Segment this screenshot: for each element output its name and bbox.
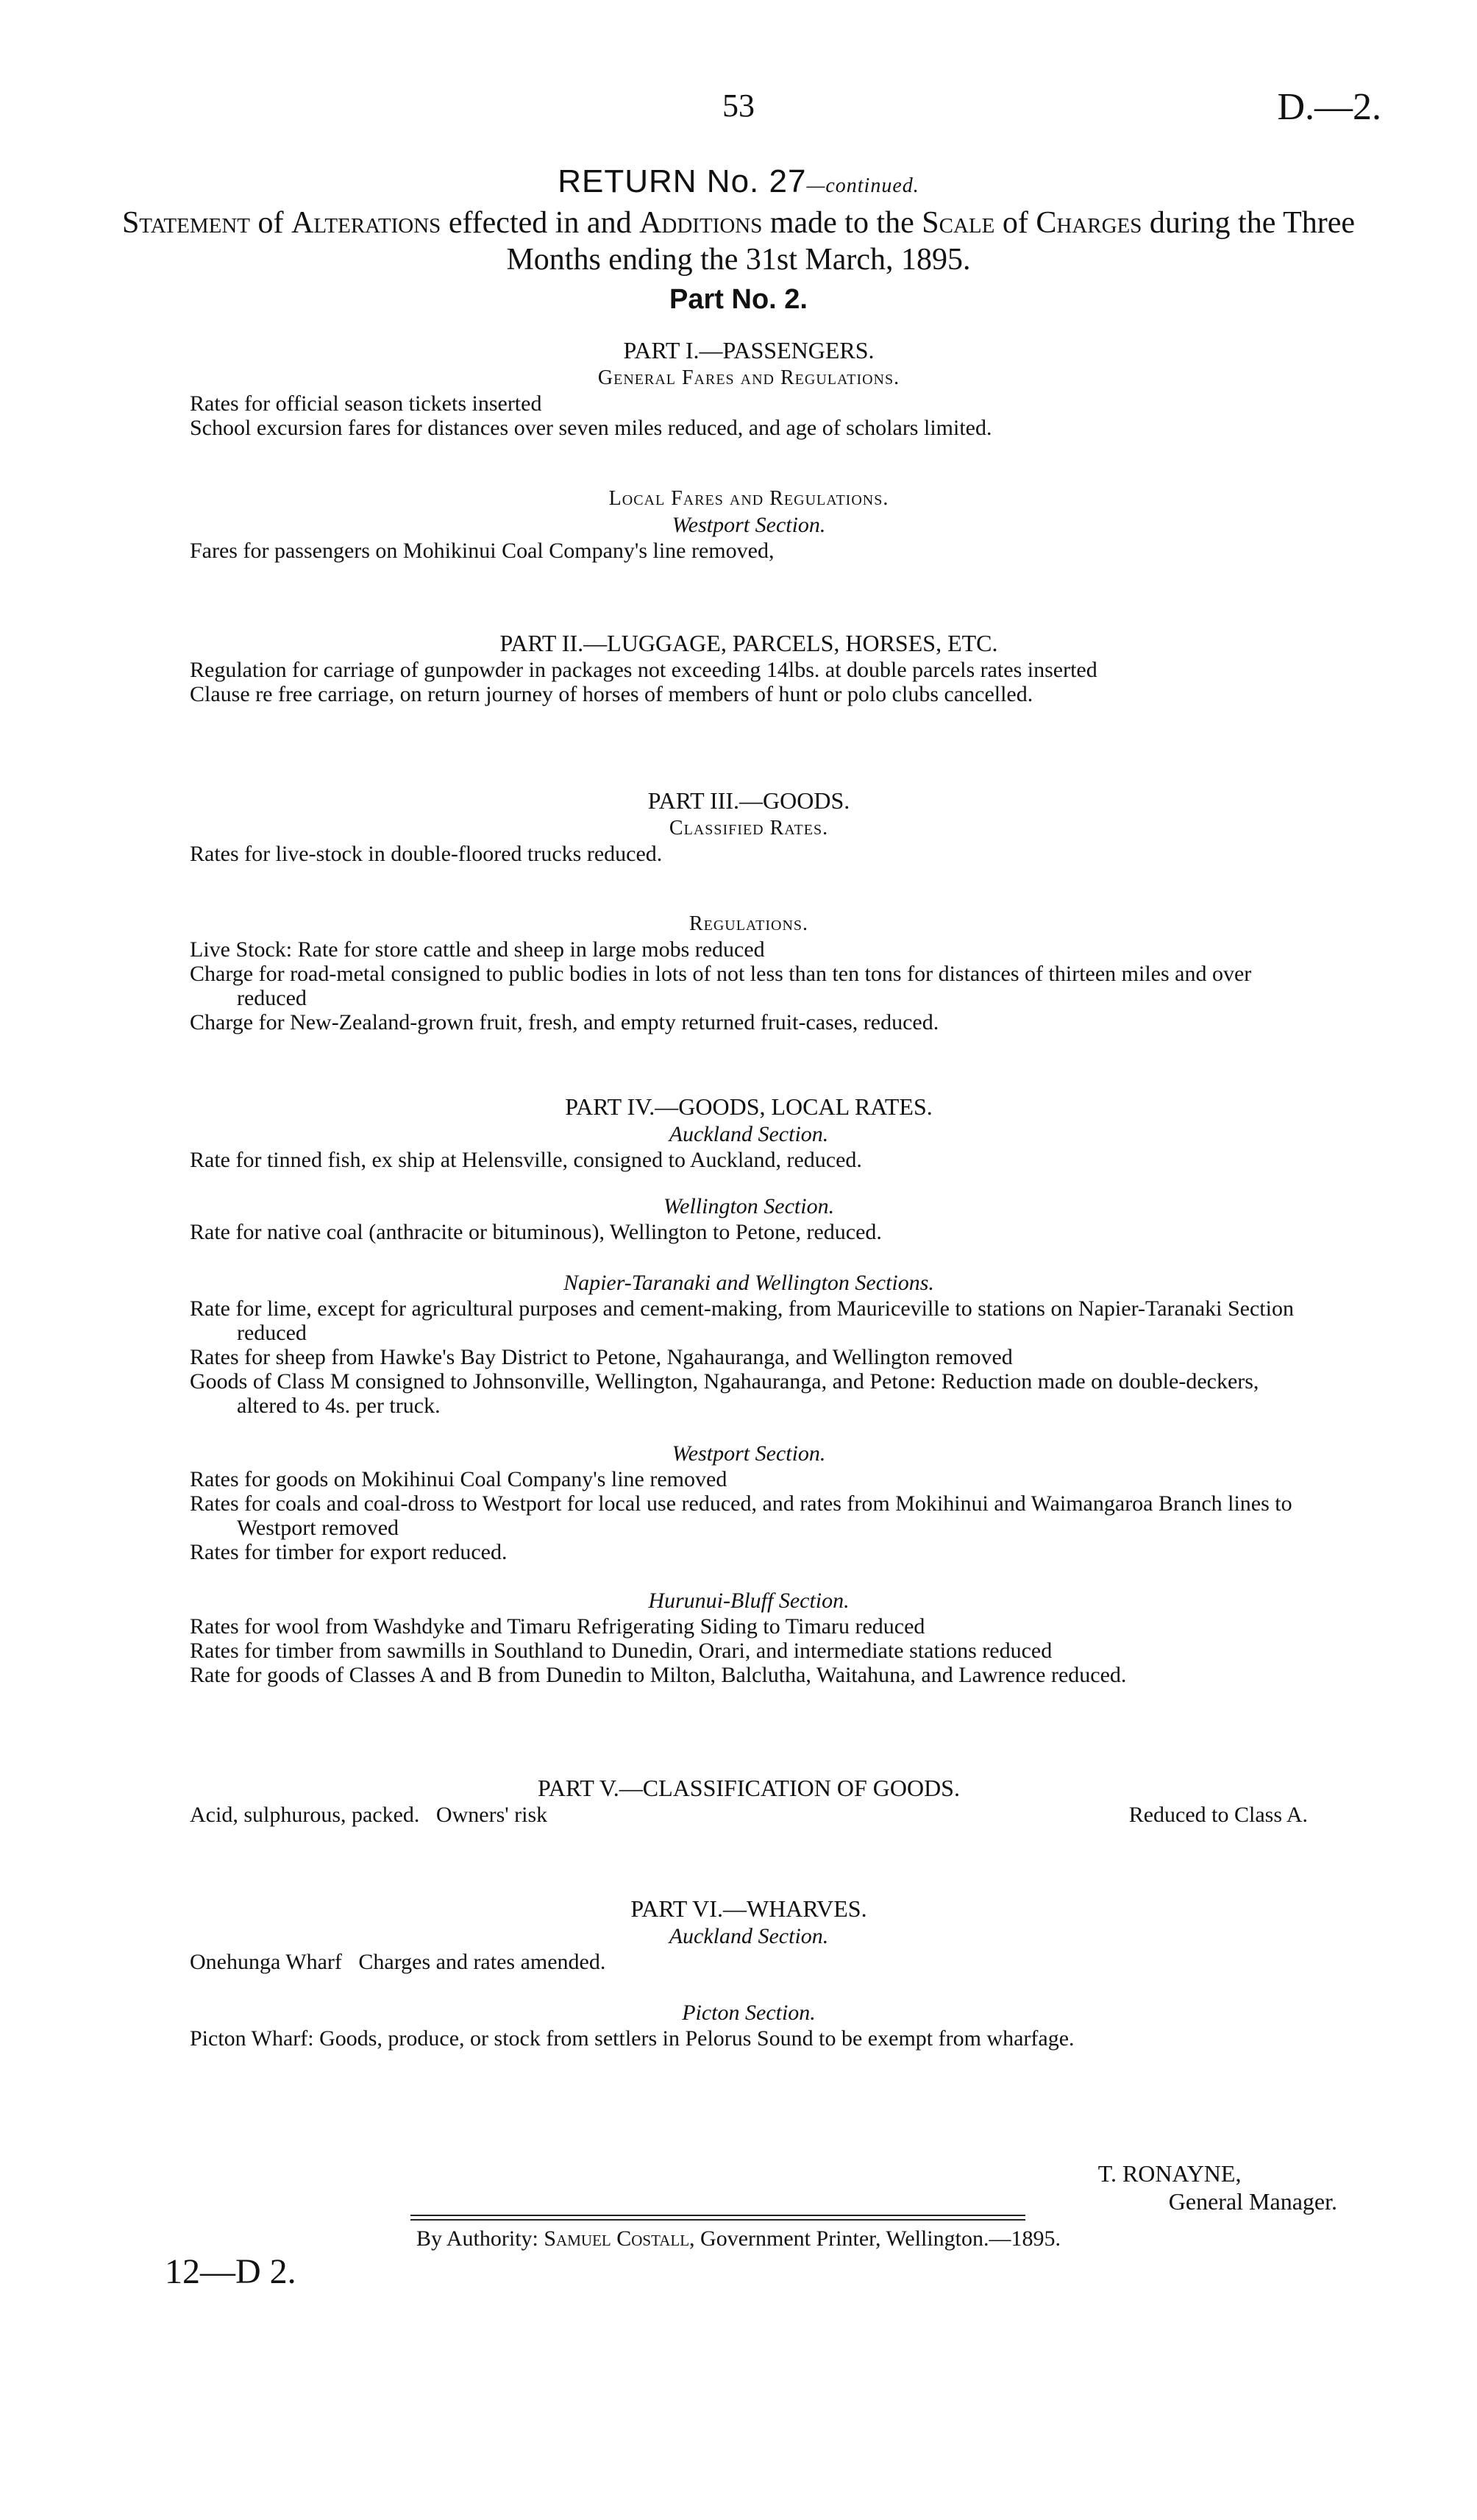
part-4-hurunui [190,1588,1308,1687]
statement-heading [81,205,1396,278]
sub-heading: Local Fares and Regulations. [608,487,889,510]
entry-line: Rate for native coal (anthracite or bituminous), Wellington to Petone, reduced. [190,1220,882,1244]
entry-line: Picton Wharf: Goods, produce, or stock from settlers in Pelorus Sound to be exempt from wharfage. [190,2026,1075,2051]
part-4-wellington [190,1193,1308,1244]
section-title: Westport Section. [672,513,826,537]
section-title: Napier-Taranaki and Wellington Sections. [563,1271,934,1295]
entry-line: Rates for official season tickets inserted [190,391,542,416]
part-2-luggage [190,628,1308,706]
entry-line: Fares for passengers on Mohikinui Coal Company's line removed, [190,539,775,563]
classification-item: Acid, sulphurous, packed. Owners' risk [190,1803,548,1827]
entry-line: Rates for timber from sawmills in Southland to Dunedin, Orari, and intermediate stations reduced [190,1639,1053,1663]
part-number-heading: Part No. 2. [669,284,808,315]
footer-rule [410,2215,1025,2216]
page-number: 53 [722,88,755,124]
sub-heading: General Fares and Regulations. [597,366,900,389]
authority-suffix: , Government Printer, Wellington.—1895. [689,2226,1061,2251]
section-title: Hurunui-Bluff Section. [648,1589,850,1613]
entry-line: Rates for coals and coal-dross to Westport for local use reduced, and rates from Mokihinui and Waimangaroa Branch lines to Westport removed [190,1491,1292,1540]
entry-line: Rate for goods of Classes A and B from Dunedin to Milton, Balclutha, Waitahuna, and Lawrence reduced. [190,1663,1127,1687]
part-1-passengers [190,336,1308,440]
entry-line: Charge for New-Zealand-grown fruit, fresh, and empty returned fruit-cases, reduced. [190,1010,939,1034]
part-6-picton [190,2000,1308,2051]
section-title: Picton Section. [682,2001,816,2025]
statement-text: made to the [762,206,922,240]
statement-text: of [994,206,1036,240]
entry-line: School excursion fares for distances over seven miles reduced, and age of scholars limited. [190,416,992,440]
entry-line: Rates for wool from Washdyke and Timaru Refrigerating Siding to Timaru reduced [190,1614,925,1639]
footer-rule-double [410,2219,1025,2221]
printer-authority [0,2226,1477,2251]
entry-line: Rates for goods on Mokihinui Coal Company's line removed [190,1467,727,1491]
statement-word: Statement [121,206,251,240]
section-title: Westport Section. [672,1441,826,1466]
classification-result: Reduced to Class A. [1128,1803,1308,1827]
part-4-local-rates [190,1092,1308,1172]
part-heading: PART I.—PASSENGERS. [623,337,875,363]
charges-word: Charges [1036,206,1142,240]
statement-text: effected in and [441,206,640,240]
return-label: RETURN No. 27 [558,163,807,199]
part-5-classification [190,1773,1308,1828]
part-heading: PART V.—CLASSIFICATION OF GOODS. [538,1775,960,1801]
part-heading: PART II.—LUGGAGE, PARCELS, HORSES, ETC. [499,630,998,656]
sub-heading: Classified Rates. [669,817,829,840]
scale-word: Scale [922,206,995,240]
entry-line: Rates for live-stock in double-floored trucks reduced. [190,842,663,866]
signature-block [1098,2159,1337,2215]
entry-line: Rate for lime, except for agricultural purposes and cement-making, from Mauriceville to stations on Napier-Taranaki Section reduced [190,1296,1294,1345]
statement-text: during the Three Months ending the 31st March, 1895. [506,206,1356,277]
part-heading: PART III.—GOODS. [647,787,850,814]
additions-word: Additions [639,206,763,240]
classification-row [190,1803,1308,1828]
entry-line: Rates for sheep from Hawke's Bay District to Petone, Ngahauranga, and Wellington removed [190,1345,1013,1369]
part-3-regulations [190,911,1308,1034]
signatory-role: General Manager. [1168,2188,1337,2215]
part-heading: PART IV.—GOODS, LOCAL RATES. [565,1093,933,1120]
entry-line: Clause re free carriage, on return journey of horses of members of hunt or polo clubs cancelled. [190,682,1033,706]
return-title [0,163,1477,200]
section-title: Auckland Section. [669,1924,829,1948]
part-4-westport [190,1441,1308,1564]
section-title: Auckland Section. [669,1122,829,1146]
part-6-wharves [190,1894,1308,1974]
part-3-goods [190,786,1308,866]
entry-line: Onehunga Wharf Charges and rates amended. [190,1950,606,1974]
authority-prefix: By Authority: [416,2226,544,2251]
alterations-word: Alterations [291,206,441,240]
statement-text: of [250,206,292,240]
sub-heading: Regulations. [688,912,809,935]
entry-line: Regulation for carriage of gunpowder in packages not exceeding 14lbs. at double parcels rates inserted [190,658,1097,682]
footer-code: 12—D 2. [165,2252,296,2291]
entry-line: Rate for tinned fish, ex ship at Helensville, consigned to Auckland, reduced. [190,1148,862,1172]
entry-line: Live Stock: Rate for store cattle and sheep in large mobs reduced [190,937,765,962]
part-1-local [190,486,1308,563]
document-reference: D.—2. [1277,86,1381,128]
entry-line: Goods of Class M consigned to Johnsonville, Wellington, Ngahauranga, and Petone: Reduction made on double-deckers, altered to 4s. per truck. [190,1369,1259,1418]
part-4-napier [190,1270,1308,1418]
entry-line: Charge for road-metal consigned to public bodies in lots of not less than ten tons for distances of thirteen miles and over reduced [190,962,1252,1010]
part-heading: PART VI.—WHARVES. [630,1895,867,1922]
section-title: Wellington Section. [663,1194,835,1218]
signatory-name: T. RONAYNE, [1097,2160,1242,2187]
continued-label: —continued. [806,174,919,197]
printer-name: Samuel Costall [544,2226,690,2251]
entry-line: Rates for timber for export reduced. [190,1540,508,1564]
